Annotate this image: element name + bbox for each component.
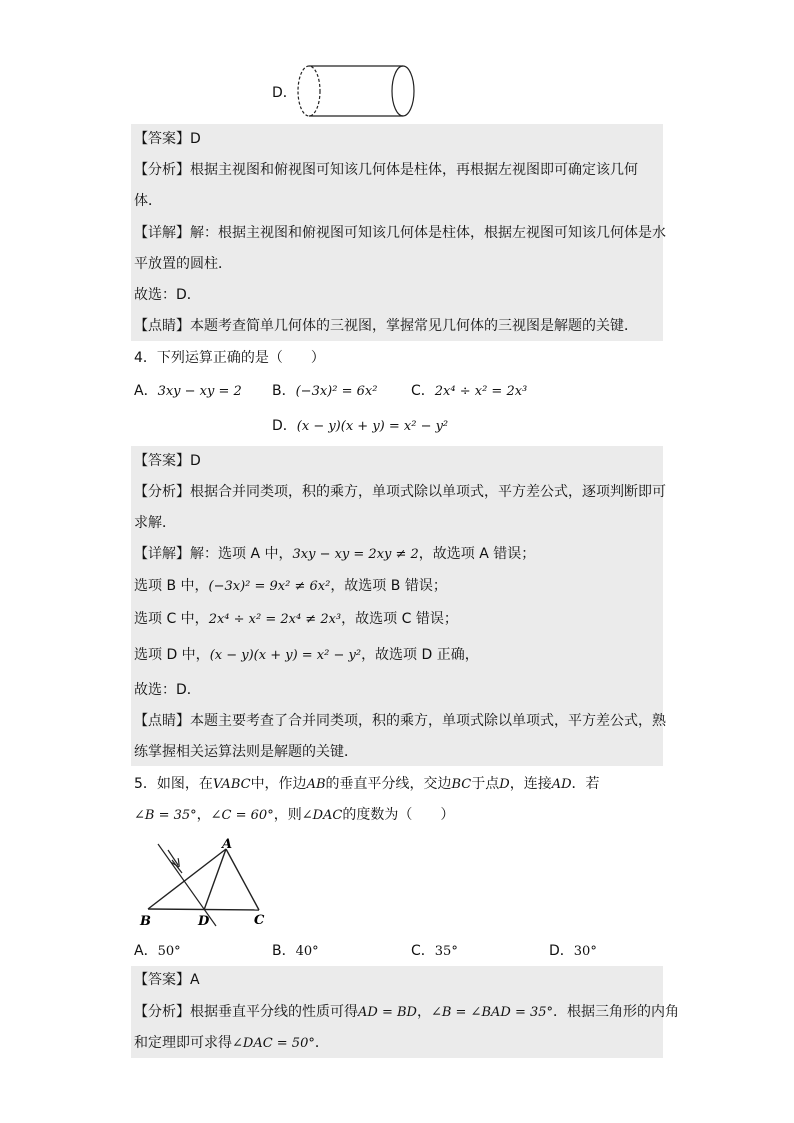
q5-stem-text: ， xyxy=(196,807,211,823)
q5-option-d-value: 30° xyxy=(573,944,597,959)
q5-stem-math: AD xyxy=(551,777,572,792)
q4-detail-d-math: (x − y)(x + y) = x² − y² xyxy=(209,648,362,663)
q5-analysis-math: ∠B = ∠BAD = 35° xyxy=(430,1005,554,1020)
q5-option-c xyxy=(411,940,458,960)
triangle-figure xyxy=(136,836,276,932)
q4-option-a-label: A． xyxy=(134,383,158,399)
vertex-a-label: A xyxy=(222,837,233,852)
q5-stem-math: BC xyxy=(451,777,472,792)
q5-option-b-value: 40° xyxy=(295,944,319,959)
q5-analysis-math: AD = BD xyxy=(358,1005,417,1020)
q5-stem-math: ∠B = 35° xyxy=(134,808,197,823)
q4-detail-d-post: ，故选项 D 正确， xyxy=(361,647,479,663)
q4-detail-b-post: ，故选项 B 错误； xyxy=(330,578,447,594)
q4-option-c-expr: 2x⁴ ÷ x² = 2x³ xyxy=(434,384,528,399)
q5-stem-math: D xyxy=(499,777,510,792)
q4-detail-c-post: ，故选项 C 错误； xyxy=(341,611,458,627)
q5-option-d-label: D． xyxy=(549,943,574,959)
q4-option-b-expr: (−3x)² = 6x² xyxy=(295,384,378,399)
q4-option-b xyxy=(272,380,377,400)
q4-comment-line2: 练掌握相关运算法则是解题的关键． xyxy=(134,744,358,760)
q4-option-d xyxy=(272,415,448,435)
q4-option-a-expr: 3xy − xy = 2 xyxy=(157,384,242,399)
vertex-b-label: B xyxy=(140,914,151,929)
q5-stem-math: AB xyxy=(306,777,326,792)
q3-detail-line2: 平放置的圆柱． xyxy=(134,256,232,272)
q4-stem: 4．下列运算正确的是（ ） xyxy=(134,350,325,366)
q5-option-c-label: C． xyxy=(411,943,435,959)
q5-option-c-value: 35° xyxy=(434,944,458,959)
q4-detail-a-post: ，故选项 A 错误； xyxy=(418,546,536,562)
q3-detail-line1: 【详解】解：根据主视图和俯视图可知该几何体是柱体，根据左视图可知该几何体是水 xyxy=(134,225,666,241)
q5-stem-text: ，连接 xyxy=(509,776,552,792)
q5-answer: 【答案】A xyxy=(134,972,200,988)
cylinder-figure xyxy=(296,62,418,120)
q5-analysis-text: 和定理即可求得 xyxy=(134,1035,232,1051)
q4-analysis-line1: 【分析】根据合并同类项，积的乘方，单项式除以单项式，平方差公式，逐项判断即可 xyxy=(134,484,666,500)
q5-option-a xyxy=(134,940,181,960)
q4-detail-c-pre: 选项 C 中， xyxy=(134,611,209,627)
q4-detail-a xyxy=(134,544,535,565)
q3-choice: 故选：D． xyxy=(134,287,201,303)
q4-choice: 故选：D． xyxy=(134,682,201,698)
q5-stem-line2 xyxy=(134,805,454,826)
q4-detail-a-pre: 【详解】解：选项 A 中， xyxy=(134,546,293,562)
q5-stem-math: ∠DAC xyxy=(301,808,343,823)
q4-option-d-expr: (x − y)(x + y) = x² − y² xyxy=(296,419,449,434)
q5-stem-math: ∠C = 60° xyxy=(210,808,274,823)
q4-comment-line1: 【点睛】本题主要考查了合并同类项，积的乘方，单项式除以单项式，平方差公式，熟 xyxy=(134,713,666,729)
q4-detail-b-math: (−3x)² = 9x² ≠ 6x² xyxy=(208,579,331,594)
q4-option-a xyxy=(134,380,242,400)
q5-analysis-line2 xyxy=(134,1033,329,1054)
vertex-d-label: D xyxy=(198,914,210,929)
q5-analysis-text: ， xyxy=(416,1004,431,1020)
q5-stem-text: 5．如图，在 xyxy=(134,776,213,792)
q5-option-a-label: A． xyxy=(134,943,158,959)
q5-option-a-value: 50° xyxy=(157,944,181,959)
q5-analysis-text: ．根据三角形的内角 xyxy=(553,1004,680,1020)
q5-stem-text: 中，作边 xyxy=(250,776,307,792)
vertex-c-label: C xyxy=(254,913,265,928)
q4-detail-d xyxy=(134,645,479,666)
q5-stem-line1 xyxy=(134,774,600,795)
q5-option-d xyxy=(549,940,597,960)
q3-analysis-line1: 【分析】根据主视图和俯视图可知该几何体是柱体，再根据左视图即可确定该几何 xyxy=(134,162,638,178)
q5-analysis-line1 xyxy=(134,1002,679,1023)
q4-option-c xyxy=(411,380,527,400)
q5-stem-text: ，则 xyxy=(273,807,302,823)
q4-detail-c xyxy=(134,609,458,630)
q4-option-b-label: B． xyxy=(272,383,296,399)
q4-analysis-line2: 求解． xyxy=(134,515,176,531)
q5-analysis-text: ． xyxy=(314,1035,329,1051)
q3-answer: 【答案】D xyxy=(134,131,201,147)
q4-detail-d-pre: 选项 D 中， xyxy=(134,647,210,663)
q3-comment: 【点睛】本题考查简单几何体的三视图，掌握常见几何体的三视图是解题的关键． xyxy=(134,318,638,334)
q4-option-c-label: C． xyxy=(411,383,435,399)
q4-detail-c-math: 2x⁴ ÷ x² = 2x⁴ ≠ 2x³ xyxy=(208,612,342,627)
q4-detail-a-math: 3xy − xy = 2xy ≠ 2 xyxy=(292,547,419,562)
q5-stem-math: VABC xyxy=(212,777,251,792)
q4-detail-b-pre: 选项 B 中， xyxy=(134,578,209,594)
q5-analysis-text: 【分析】根据垂直平分线的性质可得 xyxy=(134,1004,358,1020)
q4-detail-b xyxy=(134,576,447,597)
q5-stem-text: 的垂直平分线，交边 xyxy=(325,776,452,792)
q4-option-d-label: D． xyxy=(272,418,297,434)
q5-stem-text: 于点 xyxy=(471,776,500,792)
q5-option-b xyxy=(272,940,319,960)
q4-answer: 【答案】D xyxy=(134,453,201,469)
q3-option-d-label: D． xyxy=(272,85,297,101)
q5-stem-text: 的度数为（ ） xyxy=(342,807,455,823)
q5-stem-text: ．若 xyxy=(571,776,600,792)
q5-option-b-label: B． xyxy=(272,943,296,959)
q3-analysis-line2: 体． xyxy=(134,193,162,209)
q5-analysis-math: ∠DAC = 50° xyxy=(232,1036,315,1051)
